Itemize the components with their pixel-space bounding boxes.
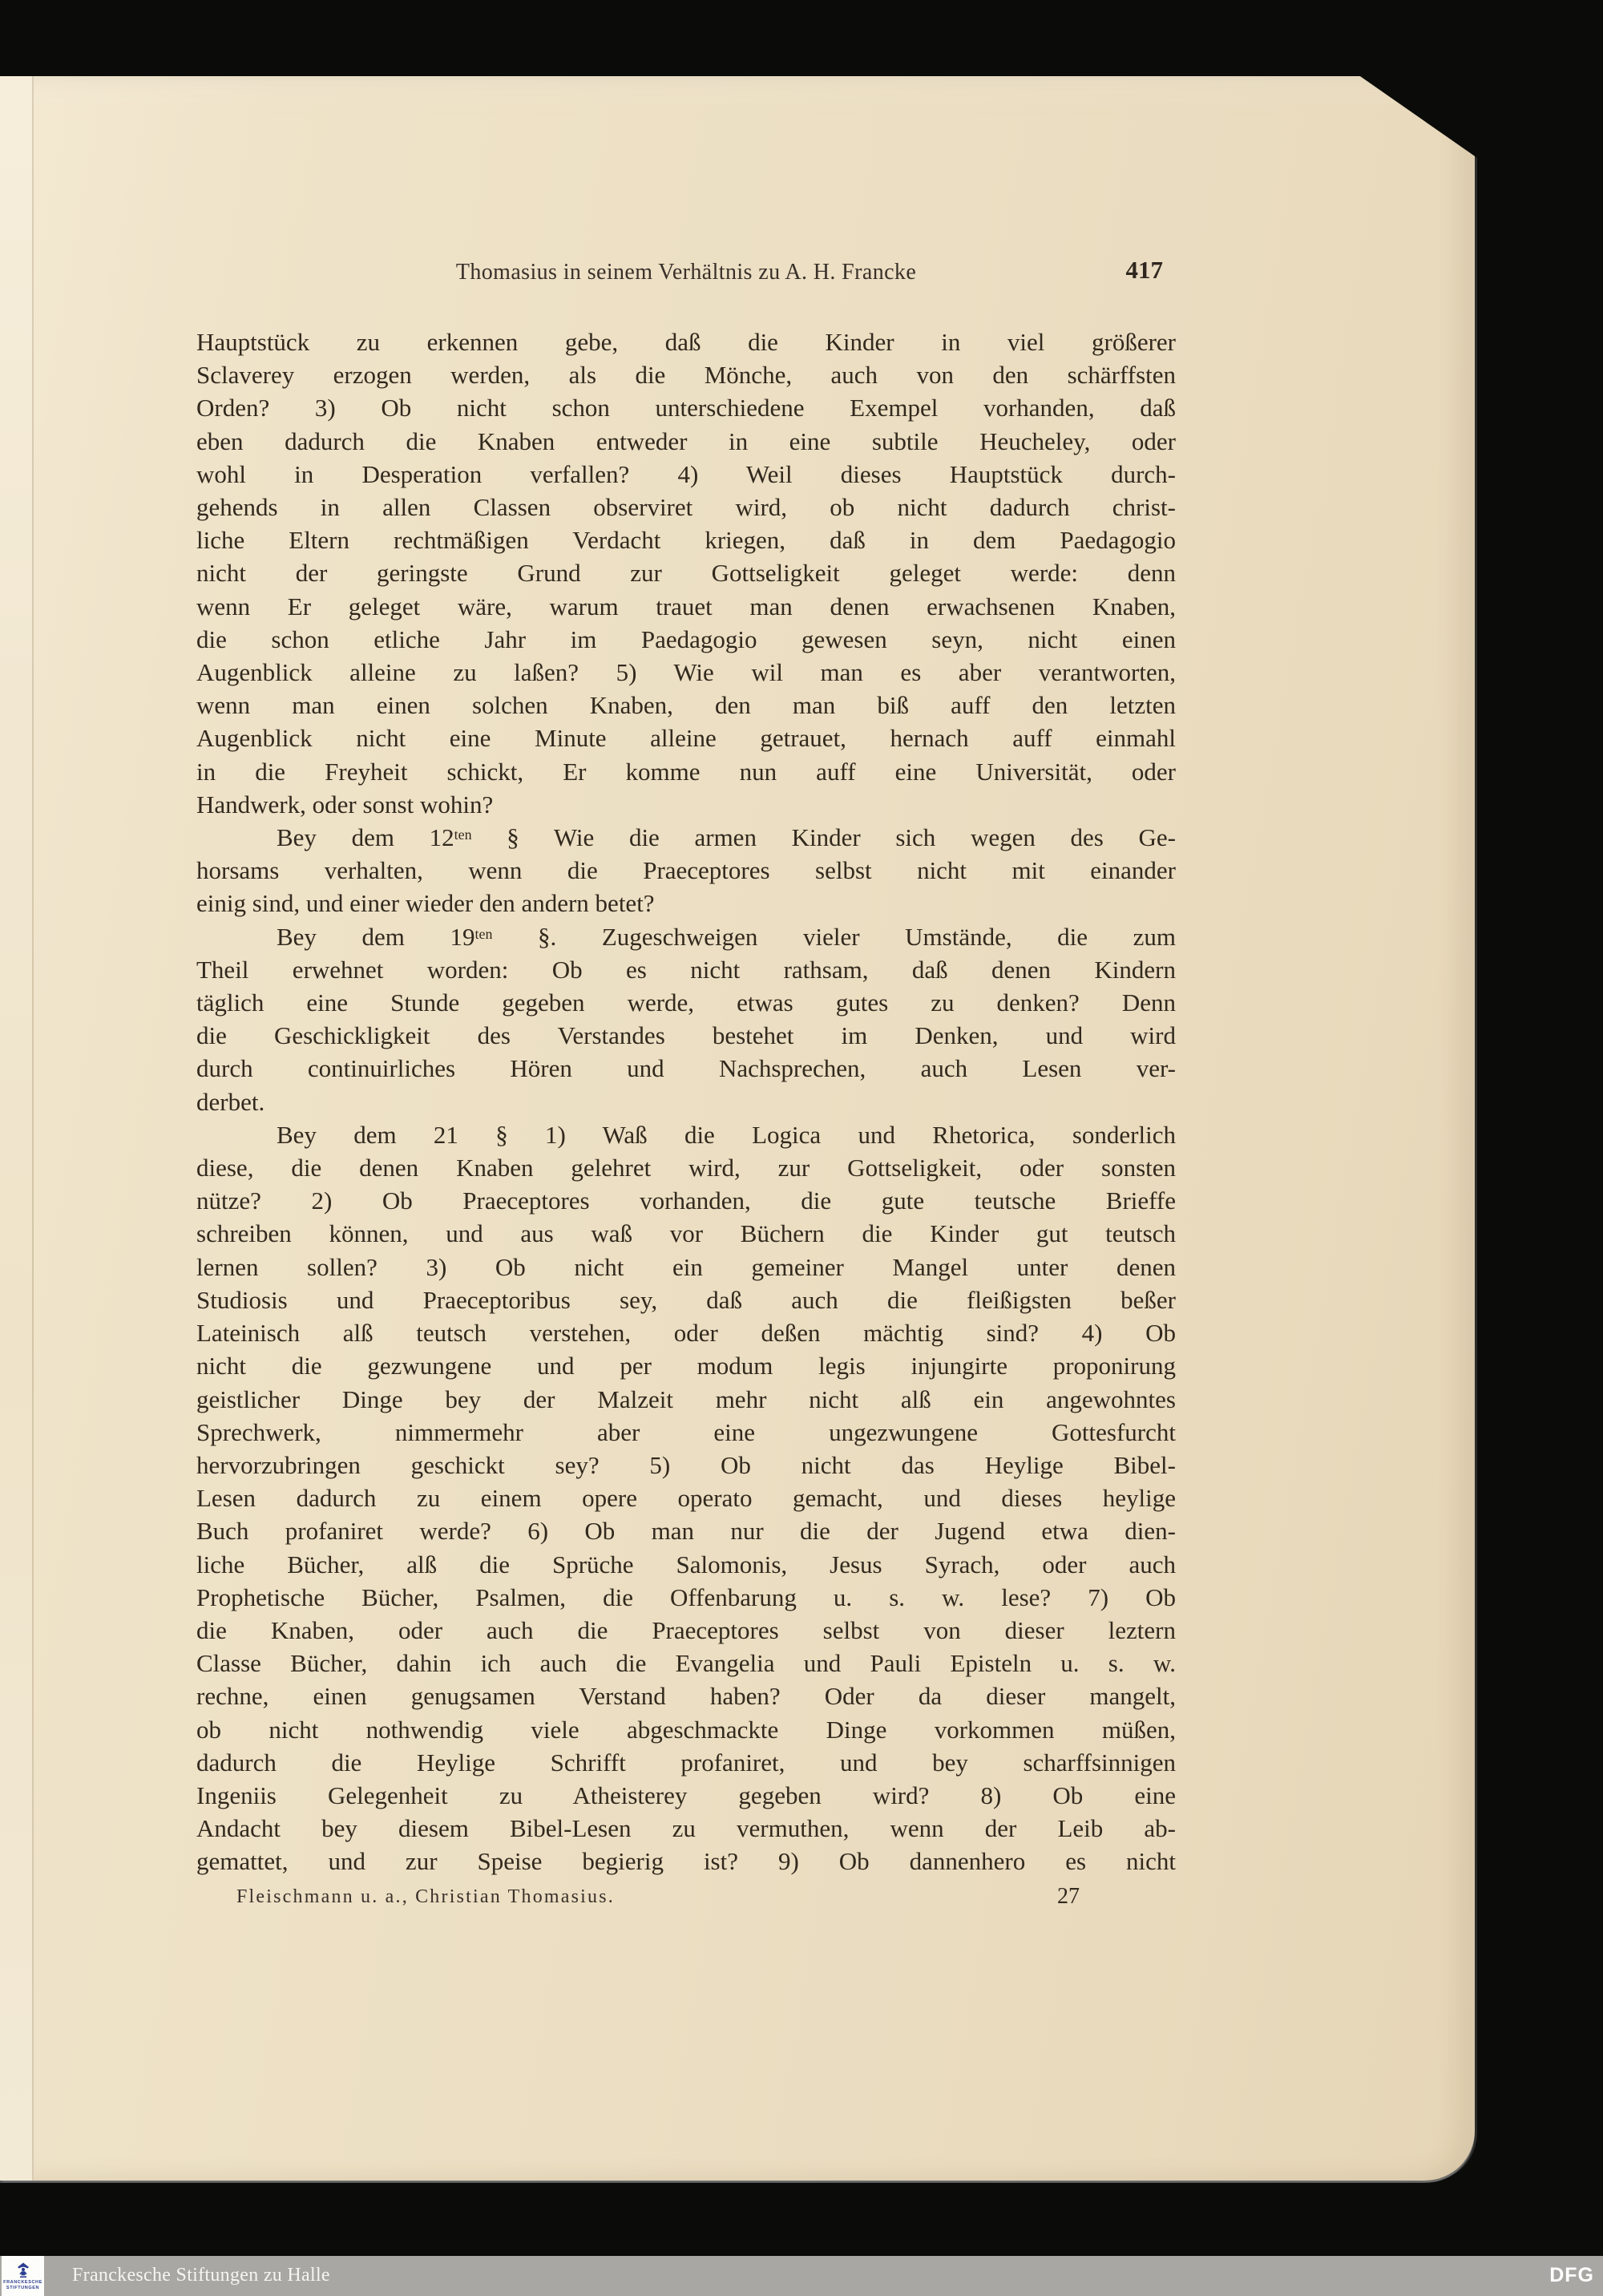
text-line: ob nicht nothwendig viele abgeschmackte Dinge vorkommen müßen, [196,1715,1176,1744]
library-name-label: Franckesche Stiftungen zu Halle [72,2264,330,2286]
text-line: Bey dem $19^{ten}$ §. Zugeschweigen vieler Umstände, die zum [277,922,1176,951]
text-line: Prophetische Bücher, Psalmen, die Offenbarung u. s. w. lese? 7) Ob [196,1583,1176,1611]
bottom-bar [0,2256,1603,2296]
text-line: Ingeniis Gelegenheit zu Atheisterey gegeben wird? 8) Ob eine [196,1781,1176,1809]
franckesche-logo-caption-line2: STIFTUNGEN [6,2285,40,2290]
text-line: Lesen dadurch zu einem opere operato gemacht, und dieses heylige [196,1484,1176,1513]
text-line: in die Freyheit schickt, Er komme nun auff eine Universität, oder [196,757,1176,786]
text-line: Studiosis und Praeceptoribus sey, daß auch die fleißigsten beßer [196,1285,1176,1314]
text-line: lernen sollen? 3) Ob nicht ein gemeiner Mangel unter denen [196,1252,1176,1281]
text-line: Augenblick alleine zu laßen? 5) Wie wil man es aber verantworten, [196,658,1176,687]
text-line: liche Bücher, alß die Sprüche Salomonis, Jesus Syrach, oder auch [196,1550,1176,1578]
text-line: einig sind, und einer wieder den andern betet? [196,889,655,918]
text-line: Bey dem 21 § 1) Waß die Logica und Rhetorica, sonderlich [277,1120,1176,1149]
text-line: rechne, einen genugsamen Verstand haben? Oder da dieser mangelt, [196,1682,1176,1711]
page-number: 417 [1125,256,1163,284]
text-line: diese, die denen Knaben gelehret wird, zur Gottseligkeit, oder sonsten [196,1154,1176,1182]
text-line: gehends in allen Classen observiret wird, ob nicht dadurch christ- [196,493,1176,522]
text-line: schreiben können, und aus waß vor Büchern die Kinder gut teutsch [196,1219,1176,1248]
text-line: Sclaverey erzogen werden, als die Mönche, auch von den schärffsten [196,361,1176,390]
franckesche-logo-caption-line1: FRANCKESCHE [3,2280,42,2285]
text-line: Sprechwerk, nimmermehr aber eine ungezwungene Gottesfurcht [196,1417,1176,1446]
text-line: nütze? 2) Ob Praeceptores vorhanden, die gute teutsche Brieffe [196,1186,1176,1215]
text-line: eben dadurch die Knaben entweder in eine subtile Heucheley, oder [196,426,1176,455]
text-line: Classe Bücher, dahin ich auch die Evangelia und Pauli Episteln u. s. w. [196,1649,1176,1678]
text-line: Buch profaniret werde? 6) Ob man nur die der Jugend etwa dien- [196,1517,1176,1546]
text-line: wenn Er geleget wäre, warum trauet man denen erwachsenen Knaben, [196,592,1176,620]
text-line: die Geschickligkeit des Verstandes bestehet im Denken, und wird [196,1021,1176,1050]
text-line: horsams verhalten, wenn die Praeceptores selbst nicht mit einander [196,856,1176,885]
text-line: geistlicher Dinge bey der Malzeit mehr nicht alß ein angewohntes [196,1384,1176,1413]
text-line: nicht der geringste Grund zur Gottseligkeit geleget werde: denn [196,559,1176,588]
text-line: die schon etliche Jahr im Paedagogio gewesen seyn, nicht einen [196,625,1176,653]
text-line: Augenblick nicht eine Minute alleine getrauet, hernach auff einmahl [196,724,1176,753]
text-line: hervorzubringen geschickt sey? 5) Ob nicht das Heylige Bibel- [196,1450,1176,1479]
dfg-logo: DFG [1549,2263,1594,2286]
text-line: Andacht bey diesem Bibel-Lesen zu vermuthen, wenn der Leib ab- [196,1814,1176,1843]
running-head [196,256,1176,304]
text-line: Lateinisch alß teutsch verstehen, oder deßen mächtig sind? 4) Ob [196,1319,1176,1348]
text-line: Theil erwehnet worden: Ob es nicht rathsam, daß denen Kindern [196,955,1176,984]
text-line: wenn man einen solchen Knaben, den man biß auff den letzten [196,691,1176,720]
text-line: Orden? 3) Ob nicht schon unterschiedene Exempel vorhanden, daß [196,394,1176,422]
text-line: durch continuirliches Hören und Nachsprechen, auch Lesen ver- [196,1054,1176,1083]
text-line: Hauptstück zu erkennen gebe, daß die Kinder in viel größerer [196,328,1176,356]
text-line: liche Eltern rechtmäßigen Verdacht kriegen, daß in dem Paedagogio [196,526,1176,555]
text-line: wohl in Desperation verfallen? 4) Weil dieses Hauptstück durch- [196,459,1176,488]
running-title: Thomasius in seinem Verhältnis zu A. H. Francke [455,260,917,285]
footer-row [196,1886,1176,1908]
text-line: derbet. [196,1087,265,1116]
page-edge-strip [0,76,34,2181]
franckesche-logo [2,2256,44,2296]
text-block [196,256,1177,1909]
text-lines [196,325,1176,1878]
franckesche-figure-icon [15,2262,31,2279]
text-line: nicht die gezwungene und per modum legis injungirte proponirung [196,1352,1176,1380]
text-line: Bey dem $12^{ten}$ § Wie die armen Kinder sich wegen des Ge- [277,823,1177,852]
scan-page [0,76,1475,2181]
text-line: dadurch die Heylige Schrifft profaniret, und bey scharffsinnigen [196,1748,1176,1777]
footer-signature: Fleischmann u. a., Christian Thomasius. [236,1886,615,1907]
text-line: täglich eine Stunde gegeben werde, etwas gutes zu denken? Denn [196,988,1176,1017]
text-line: die Knaben, oder auch die Praeceptores selbst von dieser leztern [196,1615,1176,1644]
text-line: Handwerk, oder sonst wohin? [196,790,494,819]
text-line: gemattet, und zur Speise begierig ist? 9) Ob dannenhero es nicht [196,1847,1176,1876]
footer-sheet-number: 27 [1057,1884,1080,1909]
